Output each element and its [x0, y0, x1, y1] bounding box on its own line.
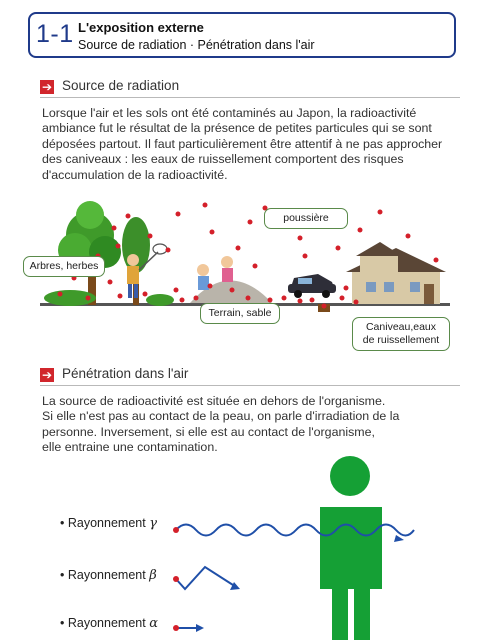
bullet: •	[60, 516, 65, 530]
ray-label-beta	[60, 568, 157, 583]
callout-trees: Arbres, herbes	[23, 256, 105, 277]
chapter-number: 1-1	[36, 20, 74, 48]
callout-dust: poussière	[264, 208, 348, 229]
arrow-right-icon: ➔	[41, 368, 53, 382]
ray-label-text: Rayonnement	[67, 616, 146, 630]
penetration-line: La source de radioactivité est située en dehors de l'organisme.	[42, 394, 386, 408]
ray-label-alpha	[60, 616, 158, 631]
source-paragraph-text: Lorsque l'air et les sols ont été contaminés au Japon, la radioactivité ambiance fut le résultat de la présence de petites particules qui se sont déposées partout. Il faut particulièrement être attentif à ne pas approcher des caniveaux : les eaux de ruissellement comportent des risques d'accumulation de la radioactivité.	[42, 106, 443, 182]
alpha-source-dot	[173, 625, 179, 631]
callout-gutter-line1: Caniveau,eaux	[365, 321, 437, 333]
gamma-symbol: γ	[149, 516, 157, 531]
beta-ray-line	[176, 567, 233, 589]
callout-gutter-line2: de ruissellement	[362, 334, 440, 346]
penetration-line: elle entraine une contamination.	[42, 440, 218, 455]
human-figure-icon	[320, 456, 382, 640]
section-title-source: Source de radiation	[62, 78, 180, 93]
beta-symbol: β	[149, 568, 157, 583]
arrow-right-icon: ➔	[41, 80, 53, 94]
chapter-title: L'exposition externe	[78, 20, 204, 35]
ray-label-text: Rayonnement	[67, 568, 146, 582]
chapter-subtitle: Source de radiation · Pénétration dans l'air	[78, 38, 315, 52]
alpha-symbol: α	[149, 616, 158, 631]
callout-soil: Terrain, sable	[200, 303, 280, 324]
gamma-source-dot	[173, 527, 179, 533]
ray-label-text: Rayonnement	[67, 516, 146, 530]
bullet: •	[60, 568, 65, 582]
beta-source-dot	[173, 576, 179, 582]
alpha-arrow-head	[196, 624, 204, 632]
ray-label-gamma	[60, 516, 157, 531]
section-title-penetration: Pénétration dans l'air	[62, 366, 189, 381]
bullet: •	[60, 616, 65, 630]
gamma-arrow-head	[394, 535, 404, 542]
penetration-line: Si elle n'est pas au contact de la peau, on parle d'irradiation de la	[42, 409, 400, 424]
penetration-line: personne. Inversement, si elle est au contact de l'organisme,	[42, 424, 375, 439]
